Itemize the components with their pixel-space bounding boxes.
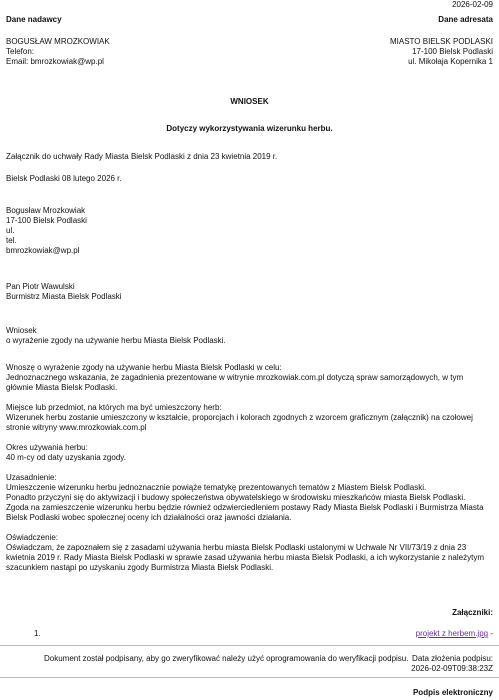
recipient-block — [263, 15, 493, 67]
purpose-block — [6, 363, 493, 393]
attachment-link[interactable]: projekt z herbem.jpg — [415, 629, 489, 638]
purpose-line-3: głównie Miasta Bielsk Podlaski. — [6, 383, 118, 392]
applicant-name: Bogusław Mrozkowiak — [6, 206, 86, 215]
placement-line-3: stronie witryny www.mrozkowiak.com.pl — [6, 423, 147, 432]
place-date: Bielsk Podlaski 08 lutego 2026 r. — [6, 174, 122, 183]
declaration-line-4: szacunkiem nastąpi po uzyskaniu zgody Burmistrza Miasta Bielsk Podlaski. — [6, 563, 274, 572]
request-line-2: o wyrażenie zgody na używanie herbu Miasta Bielsk Podlaski. — [6, 336, 226, 345]
recipient-heading: Dane adresata — [438, 15, 493, 24]
document-title: WNIOSEK — [230, 97, 269, 106]
declaration-line-3: kwietnia 2019 r. Rady Miasta Bielsk Podlaski w sprawie zasad używania herbu miasta Bielsk Podlaski, a ich wykorzystanie z należytym — [6, 553, 484, 562]
period-block — [6, 443, 493, 463]
applicant-street: ul. — [6, 226, 15, 235]
justification-block — [6, 473, 493, 523]
justification-line-5: Bielsk Podlaski wobec społecznej oceny ich działalności oraz jawności działania. — [6, 513, 292, 522]
divider-bottom — [0, 677, 499, 678]
applicant-postal: 17-100 Bielsk Podlaski — [6, 216, 87, 225]
applicant-tel: tel. — [6, 236, 17, 245]
justification-line-2: Umieszczenie wizerunku herbu jednoznacznie powiąże tematykę prezentowanych tematów z Miastem Bielsk Podlaski. — [6, 483, 427, 492]
attachment-note: Załącznik do uchwały Rady Miasta Bielsk Podlaski z dnia 23 kwietnia 2019 r. — [6, 152, 278, 161]
recipient-postal: 17-100 Bielsk Podlaski — [412, 47, 493, 56]
attachment-number: 1. — [34, 629, 41, 638]
attachments-heading: Załączniki: — [452, 608, 493, 617]
justification-line-1: Uzasadnienie: — [6, 473, 57, 482]
sender-block — [6, 15, 236, 67]
sender-email: Email: bmrozkowiak@wp.pl — [6, 57, 104, 66]
declaration-line-1: Oświadczenie: — [6, 533, 59, 542]
applicant-email: bmrozkowiak@wp.pl — [6, 246, 80, 255]
attachment-item — [293, 629, 493, 639]
placement-line-2: Wizerunek herbu zostanie umieszczony w kształcie, proporcjach i kolorach zgodnych z wzorcem graficznym (załącznik) na czołowej — [6, 413, 473, 422]
document-date: 2026-02-09 — [452, 0, 493, 9]
declaration-line-2: Oświadczam, że zapoznałem się z zasadami używania herbu miasta Bielsk Podlaski ustalonymi w Uchwale Nr VII/73/19 z dnia 23 — [6, 543, 467, 552]
placement-block — [6, 403, 493, 433]
document-body — [6, 152, 493, 573]
signature-date-block — [373, 654, 493, 674]
attachment-suffix: - — [488, 629, 493, 638]
sender-phone: Telefon: — [6, 47, 35, 56]
purpose-line-1: Wnoszę o wyrażenie zgody na używanie herbu Miasta Bielsk Podlaski w celu: — [6, 363, 282, 372]
declaration-block — [6, 533, 493, 573]
sender-name: BOGUSŁAW MROZKOWIAK — [6, 37, 110, 46]
request-block — [6, 326, 493, 346]
document-subtitle: Dotyczy wykorzystywania wizerunku herbu. — [166, 124, 333, 133]
addressee-name: Pan Piotr Wawulski — [6, 282, 75, 291]
addressee-position: Burmistrz Miasta Bielsk Podlaski — [6, 292, 122, 301]
sender-heading: Dane nadawcy — [6, 15, 62, 24]
purpose-line-2: Jednoznacznego wskazania, że zagadnienia prezentowane w witrynie mrozkowiak.com.pl dotyczą spraw samorządowych, w tym — [6, 373, 464, 382]
justification-line-4: Zgoda na zamieszczenie wizerunku herbu będzie również odzwierciedleniem postawy Rady Miasta Bielsk Podlaski i Burmistrza Miasta — [6, 503, 484, 512]
esign-heading: Podpis elektroniczny — [412, 688, 493, 697]
recipient-name: MIASTO BIELSK PODLASKI — [390, 37, 493, 46]
signature-note: Dokument został podpisany, aby go zweryfikować należy użyć oprogramowania do weryfikacji podpisu. — [44, 654, 409, 663]
placement-line-1: Miejsce lub przedmiot, na których ma być umieszczony herb: — [6, 403, 222, 412]
divider-top — [0, 645, 499, 646]
recipient-street: ul. Mikołaja Kopernika 1 — [408, 57, 493, 66]
justification-line-3: Ponadto przyczyni się do aktywizacji i budowy społeczeństwa obywatelskiego w środowisku mieszkańców miasta Bielsk Podlaski. — [6, 493, 466, 502]
period-line-2: 40 m-cy od daty uzyskania zgody. — [6, 453, 126, 462]
request-line-1: Wniosek — [6, 326, 37, 335]
period-line-1: Okres używania herbu: — [6, 443, 88, 452]
applicant-block — [6, 206, 493, 256]
signature-date-value: 2026-02-09T09:38:23Z — [411, 664, 493, 673]
signature-date-label: Data złożenia podpisu: — [412, 654, 493, 663]
addressee-block — [6, 282, 493, 302]
